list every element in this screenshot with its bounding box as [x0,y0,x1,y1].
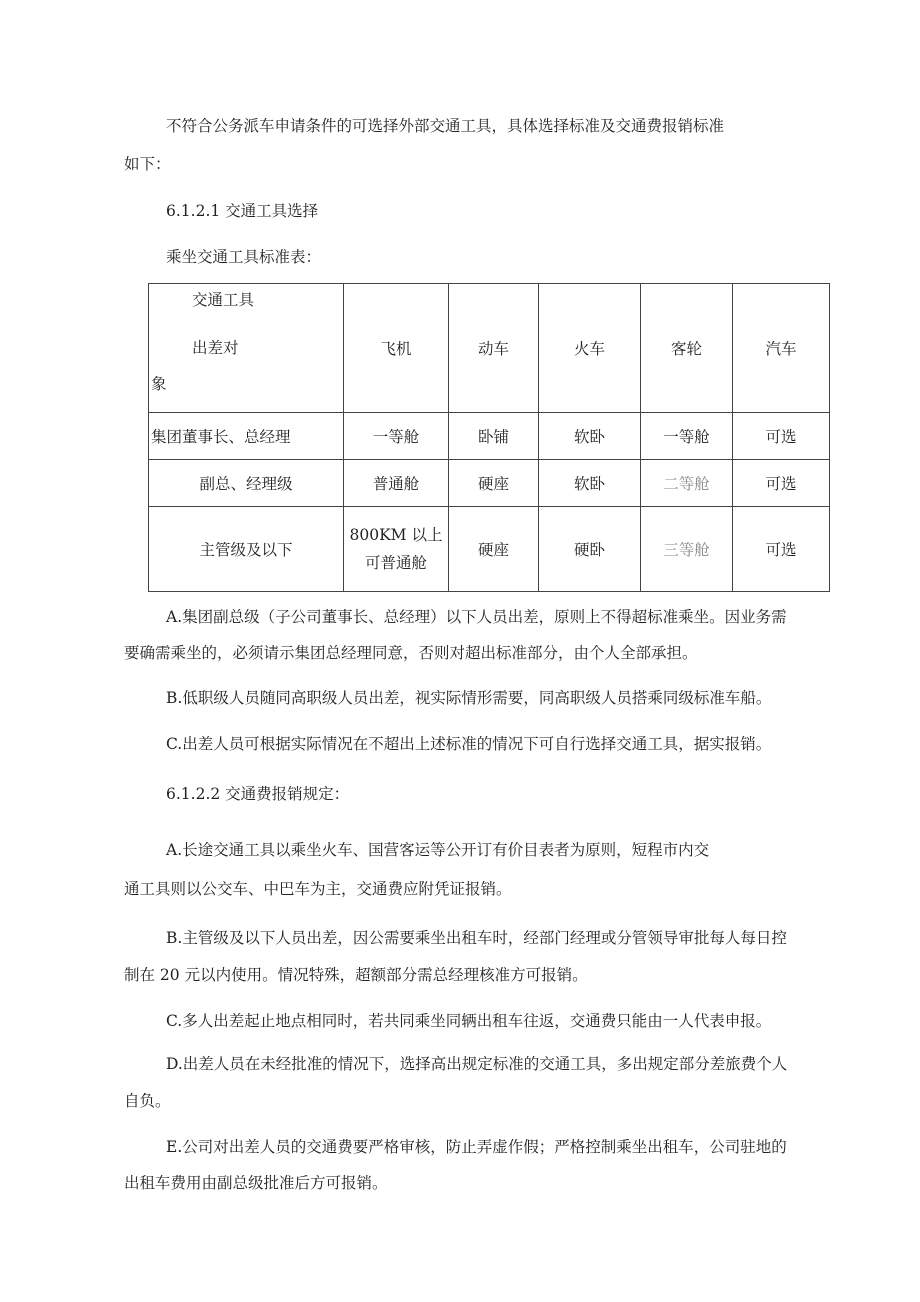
note-2b-line-2: 制在 20 元以内使用。情况特殊，超额部分需总经理核准方可报销。 [124,966,588,984]
row-level: 主管级及以下 [149,507,344,592]
table-caption: 乘坐交通工具标准表： [166,248,322,266]
note-1a-line-1: A.集团副总级（子公司董事长、总经理）以下人员出差，原则上不得超标准乘坐。因业务需 [166,608,787,626]
cell-ship: 三等舱 [641,507,733,592]
cell-ship: 二等舱 [641,460,733,507]
cell-train: 软卧 [539,460,641,507]
row-level: 集团董事长、总经理 [149,413,344,460]
col-header-ship: 客轮 [641,284,733,413]
note-2a-line-2: 通工具则以公交车、中巴车为主，交通费应附凭证报销。 [124,880,512,898]
header-object-label-2: 象 [151,375,167,393]
note-2d-line-2: 自负。 [124,1092,171,1110]
header-object-label-1: 出差对 [192,339,239,357]
col-header-train: 火车 [539,284,641,413]
header-tool-label: 交通工具 [192,291,255,309]
intro-line-1: 不符合公务派车申请条件的可选择外部交通工具，具体选择标准及交通费报销标准 [166,117,725,135]
table-row [149,460,830,507]
cell-emu: 硬座 [449,460,539,507]
cell-plane: 普通舱 [344,460,449,507]
cell-plane-line-2: 可普通舱 [364,554,427,572]
section-1-heading: 6.1.2.1 交通工具选择 [166,202,319,220]
col-header-bus: 汽车 [733,284,830,413]
cell-plane [344,507,449,592]
col-header-emu: 动车 [449,284,539,413]
cell-train: 软卧 [539,413,641,460]
cell-bus: 可选 [733,460,830,507]
note-2b-line-1: B.主管级及以下人员出差，因公需要乘坐出租车时，经部门经理或分管领导审批每人每日控 [166,929,787,947]
note-1c: C.出差人员可根据实际情况在不超出上述标准的情况下可自行选择交通工具，据实报销。 [166,735,772,753]
note-2e-line-1: E.公司对出差人员的交通费要严格审核，防止弄虚作假；严格控制乘坐出租车，公司驻地的 [166,1138,787,1156]
col-header-plane: 飞机 [344,284,449,413]
section-2-heading: 6.1.2.2 交通费报销规定： [166,785,350,803]
note-1b: B.低职级人员随同高职级人员出差，视实际情形需要，同高职级人员搭乘同级标准车船。 [166,689,772,707]
cell-bus: 可选 [733,413,830,460]
cell-plane: 一等舱 [344,413,449,460]
header-diagonal-cell [149,284,344,413]
cell-plane-line-1: 800KM 以上 [349,526,443,544]
cell-train: 硬卧 [539,507,641,592]
row-level: 副总、经理级 [149,460,344,507]
note-2d-line-1: D.出差人员在未经批准的情况下，选择高出规定标准的交通工具，多出规定部分差旅费个人 [166,1055,788,1073]
note-1a-line-2: 要确需乘坐的，必须请示集团总经理同意，否则对超出标准部分，由个人全部承担。 [124,644,698,662]
intro-line-2: 如下： [124,155,171,173]
cell-emu: 硬座 [449,507,539,592]
note-2a-line-1: A.长途交通工具以乘坐火车、国营客运等公开订有价目表者为原则，短程市内交 [166,841,710,859]
note-2e-line-2: 出租车费用由副总级批准后方可报销。 [124,1174,388,1192]
cell-ship: 一等舱 [641,413,733,460]
table-row [149,413,830,460]
table-header-row [149,284,830,413]
cell-bus: 可选 [733,507,830,592]
table-row [149,507,830,592]
cell-emu: 卧铺 [449,413,539,460]
note-2c: C.多人出差起止地点相同时，若共同乘坐同辆出租车往返，交通费只能由一人代表申报。 [166,1012,772,1030]
transport-standard-table [148,283,830,592]
